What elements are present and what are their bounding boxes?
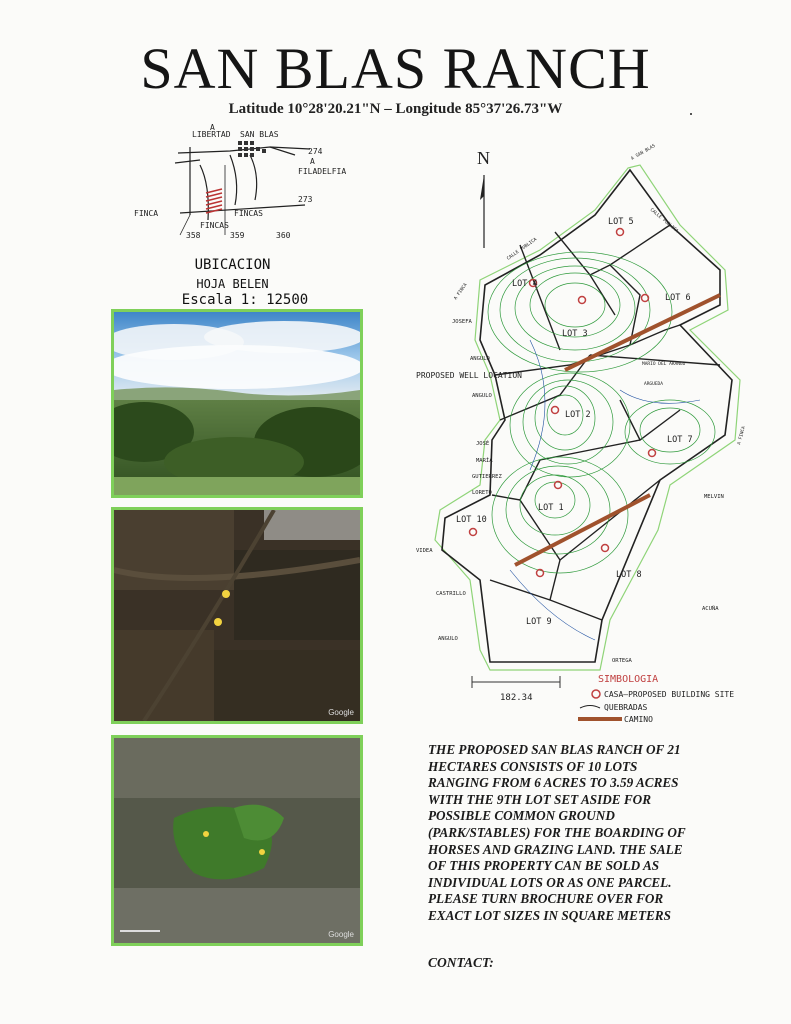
road-icon	[578, 717, 622, 721]
road-direction-label: A SAN BLAS	[630, 143, 657, 162]
lot-label: LOT 1	[538, 503, 564, 513]
description-line: INDIVIDUAL LOTS OR AS ONE PARCEL.	[428, 874, 672, 890]
landscape-photo	[111, 309, 363, 498]
loc-label: FILADELFIA	[298, 167, 347, 176]
neighbor-label: ANGULO	[472, 393, 492, 399]
neighbor-label: MARIO DEL ARANGO	[642, 362, 686, 367]
description	[428, 742, 768, 925]
description-line: POSSIBLE COMMON GROUND	[428, 808, 615, 824]
aerial-photo-wide	[111, 735, 363, 946]
google-watermark: Google	[328, 708, 354, 717]
loc-label: 360	[276, 231, 291, 240]
speck	[690, 113, 692, 115]
lot-label: LOT 3	[562, 329, 588, 339]
legend-item: CAMINO	[624, 715, 653, 724]
loc-label: 358	[186, 231, 201, 240]
legend-title: SIMBOLOGIA	[598, 674, 659, 685]
google-watermark: Google	[328, 930, 354, 939]
location-map-drawing	[130, 125, 370, 245]
site-plan	[380, 140, 790, 740]
description-line: (PARK/STABLES) FOR THE BOARDING OF	[428, 824, 686, 840]
ubicacion-scale: Escala 1: 12500	[181, 292, 309, 308]
ubicacion-sheet: HOJA BELEN	[196, 277, 269, 291]
road-direction-label: A FINCA	[737, 425, 747, 446]
ubicacion-title: UBICACION	[194, 257, 271, 273]
lot-label: LOT 5	[608, 217, 634, 227]
neighbor-label: VIDEA	[416, 548, 433, 554]
neighbor-label: ACUÑA	[702, 606, 719, 612]
page-title: SAN BLAS RANCH	[140, 36, 651, 101]
north-label: N	[477, 148, 490, 168]
stream-icon	[580, 706, 600, 709]
lot-label: LOT 10	[456, 515, 487, 525]
description-line: HECTARES CONSISTS OF 10 LOTS	[428, 758, 638, 774]
neighbor-label: ORTEGA	[612, 658, 632, 664]
landscape-photo-drawing	[114, 312, 360, 495]
proposed-well-label: PROPOSED WELL LOCATION	[416, 371, 522, 380]
contact-label: CONTACT:	[428, 955, 494, 970]
legend-item: QUEBRADAS	[604, 703, 648, 712]
neighbor-label: JOSEFA	[452, 319, 472, 325]
lot-label: LOT 4	[512, 279, 538, 289]
lot-label: LOT 7	[667, 435, 693, 445]
description-line: EXACT LOT SIZES IN SQUARE METERS	[428, 907, 671, 923]
neighbor-label: ANGULO	[470, 356, 490, 362]
scale-bar-value: 182.34	[500, 693, 533, 703]
location-map	[130, 125, 370, 245]
lot-label: LOT 8	[616, 570, 642, 580]
loc-label: 359	[230, 231, 245, 240]
loc-label: A	[310, 157, 315, 166]
aerial-wide-drawing	[114, 738, 360, 943]
road-name-label: CALLE PUBLICA	[506, 237, 539, 262]
aerial-photo-closeup	[111, 507, 363, 724]
coordinates: Latitude 10°28'20.21"N – Longitude 85°37'26.73"W	[228, 101, 563, 117]
description-line: PLEASE TURN BROCHURE OVER FOR	[428, 891, 664, 907]
lot-label: LOT 9	[526, 617, 552, 627]
description-line: RANGING FROM 6 ACRES TO 3.59 ACRES	[428, 775, 679, 791]
lot-label: LOT 2	[565, 410, 591, 420]
road-name-label: CALLE PUBLICA	[648, 207, 679, 235]
aerial-closeup-drawing	[114, 510, 360, 721]
description-line: OF THIS PROPERTY CAN BE SOLD AS	[428, 858, 660, 874]
loc-label: A	[210, 123, 215, 132]
loc-label: LIBERTAD	[192, 130, 231, 139]
loc-label: FINCA	[134, 209, 159, 218]
neighbor-label: ANGULO	[438, 636, 458, 642]
loc-label: 274	[308, 147, 323, 156]
neighbor-label: GUTIERREZ	[472, 474, 502, 480]
neighbor-label: MELVIN	[704, 494, 724, 500]
loc-label: FINCAS	[234, 209, 263, 218]
lot-label: LOT 6	[665, 293, 691, 303]
neighbor-label: JOSÉ	[476, 441, 490, 447]
description-line: HORSES AND GRAZING LAND. THE SALE	[428, 841, 683, 857]
legend-item: CASA–PROPOSED BUILDING SITE	[604, 690, 735, 699]
site-plan-drawing	[380, 140, 790, 740]
neighbor-label: LORETO	[472, 490, 492, 496]
neighbor-label: MARÍA	[476, 458, 493, 464]
neighbor-label: CASTRILLO	[436, 591, 466, 597]
description-line: THE PROPOSED SAN BLAS RANCH OF 21	[428, 742, 681, 757]
north-arrow-icon	[480, 175, 484, 248]
building-site-icon	[592, 690, 600, 698]
loc-label: 273	[298, 195, 313, 204]
description-line: WITH THE 9TH LOT SET ASIDE FOR	[428, 791, 651, 807]
loc-label: SAN BLAS	[240, 130, 279, 139]
road-direction-label: A FINCA	[453, 282, 469, 302]
loc-label: FINCAS	[200, 221, 229, 230]
neighbor-label: ARGUEDA	[644, 382, 663, 387]
